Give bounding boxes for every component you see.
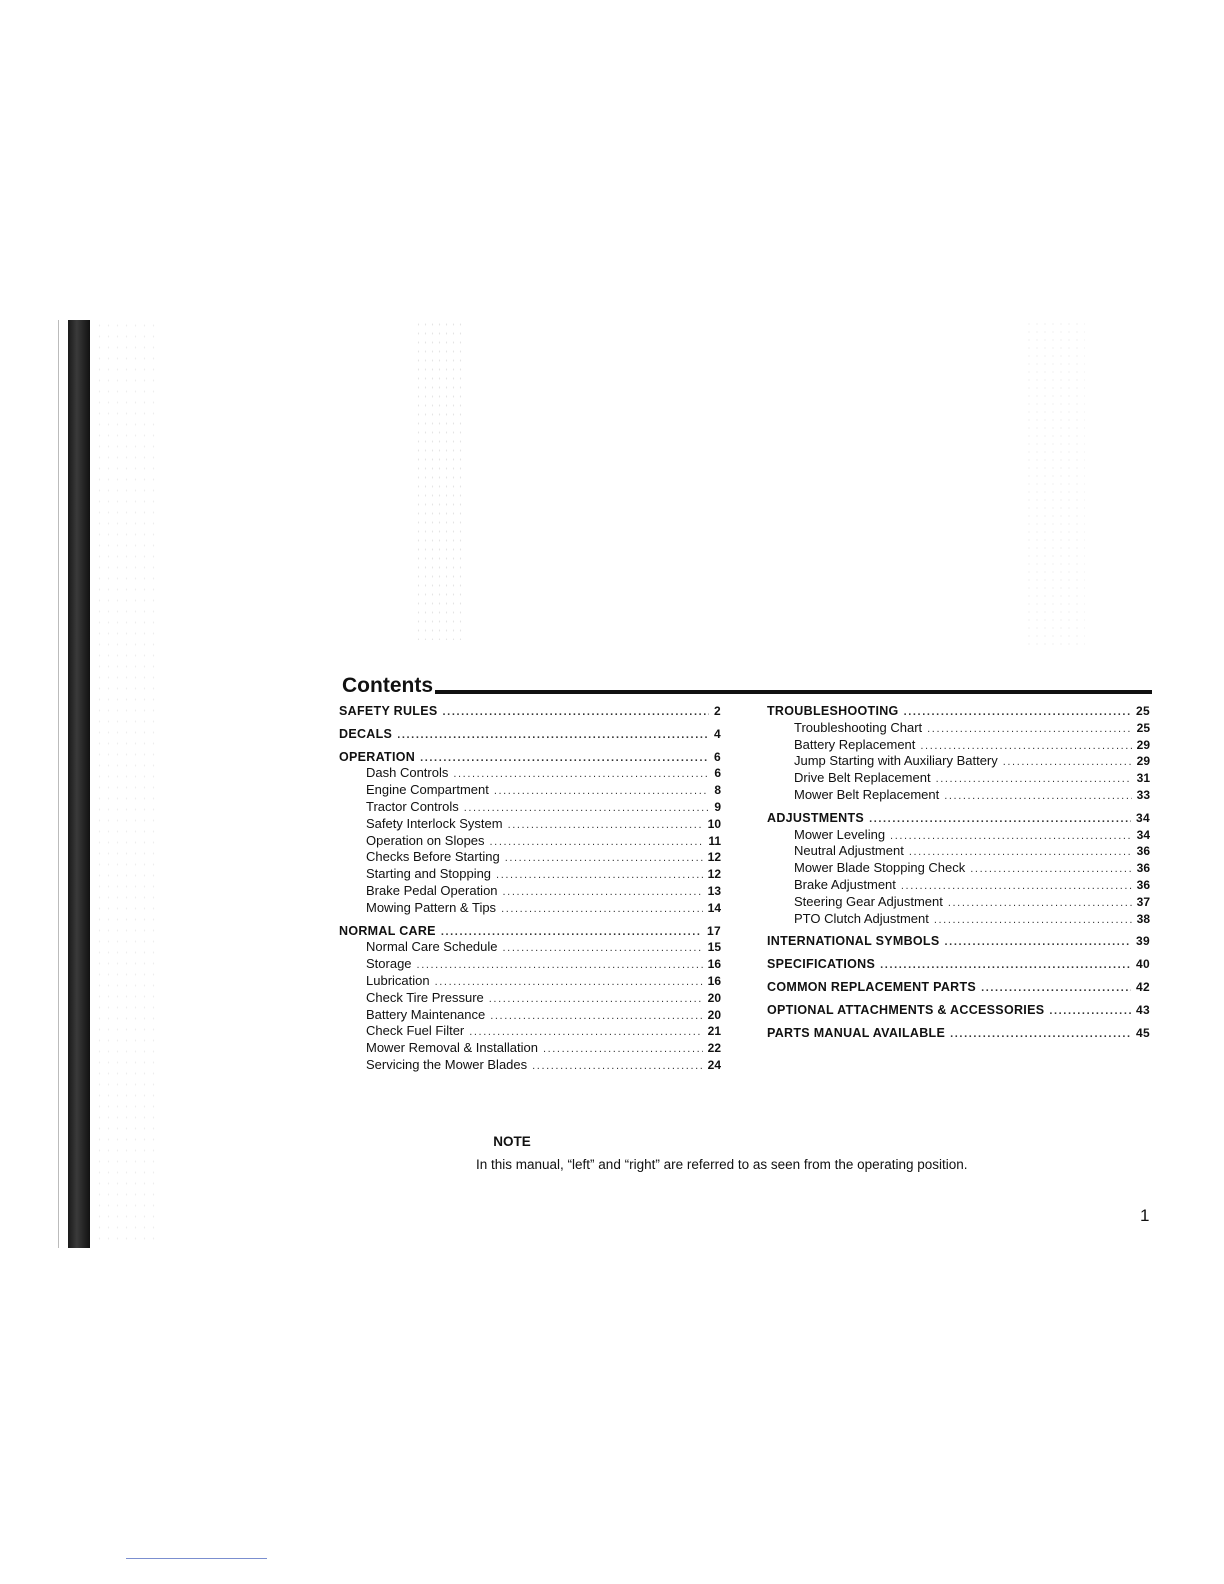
toc-entry-title: Check Tire Pressure (366, 989, 484, 1005)
toc-leader-dots (543, 1041, 703, 1058)
toc-entry (339, 849, 721, 866)
toc-leader-dots (950, 1026, 1131, 1043)
scan-noise (1025, 320, 1085, 650)
toc-leader-dots (532, 1058, 703, 1075)
toc-leader-dots (469, 1024, 702, 1041)
toc-leader-dots (417, 957, 703, 974)
toc-entry-page: 12 (707, 867, 721, 882)
toc-entry-title: INTERNATIONAL SYMBOLS (767, 934, 940, 949)
toc-entry (767, 1025, 1150, 1042)
toc-entry-page: 24 (707, 1057, 721, 1072)
toc-leader-dots (494, 783, 709, 800)
toc-leader-dots (503, 940, 703, 957)
toc-entry (767, 753, 1150, 770)
toc-entry-page: 39 (1136, 934, 1150, 949)
toc-entry-title: Mower Blade Stopping Check (794, 860, 966, 876)
toc-entry (767, 979, 1150, 996)
toc-entry-title: PARTS MANUAL AVAILABLE (767, 1025, 946, 1040)
toc-entry (339, 782, 721, 799)
toc-entry-page: 42 (1136, 979, 1150, 994)
toc-entry-title: Steering Gear Adjustment (794, 893, 943, 909)
toc-entry-title: Dash Controls (366, 765, 449, 781)
toc-entry (339, 833, 721, 850)
toc-entry (339, 973, 721, 990)
toc-entry-title: PTO Clutch Adjustment (794, 910, 929, 926)
toc-entry-page: 15 (707, 940, 721, 955)
toc-entry-page: 9 (714, 799, 721, 814)
toc-leader-dots (443, 704, 709, 721)
toc-entry-page: 34 (1136, 810, 1150, 825)
toc-entry-title: NORMAL CARE (339, 923, 436, 938)
toc-entry-page: 43 (1136, 1002, 1150, 1017)
toc-leader-dots (496, 867, 703, 884)
toc-entry-page: 45 (1136, 1025, 1150, 1040)
toc-entry (767, 877, 1150, 894)
toc-entry (339, 866, 721, 883)
toc-leader-dots (970, 861, 1131, 878)
toc-leader-dots (945, 934, 1132, 951)
footer-rule (126, 1558, 267, 1559)
toc-entry (339, 939, 721, 956)
toc-leader-dots (934, 912, 1132, 929)
toc-entry-page: 25 (1136, 720, 1150, 735)
toc-entry-page: 20 (707, 1007, 721, 1022)
toc-entry-page: 11 (708, 833, 721, 848)
toc-leader-dots (1049, 1003, 1131, 1020)
toc-leader-dots (944, 788, 1131, 805)
toc-entry-title: Brake Adjustment (794, 876, 896, 892)
toc-entry (767, 770, 1150, 787)
toc-entry-page: 17 (707, 923, 721, 938)
toc-entry-title: OPTIONAL ATTACHMENTS & ACCESSORIES (767, 1002, 1045, 1017)
toc-entry-page: 29 (1136, 737, 1150, 752)
toc-entry-title: DECALS (339, 726, 393, 741)
toc-entry (339, 1023, 721, 1040)
toc-entry-page: 22 (707, 1041, 721, 1056)
toc-entry (339, 1040, 721, 1057)
toc-entry-page: 6 (714, 766, 721, 781)
toc-entry (767, 810, 1150, 827)
toc-entry-page: 37 (1136, 894, 1150, 909)
toc-entry (339, 923, 721, 940)
toc-entry (767, 911, 1150, 928)
toc-leader-dots (420, 750, 709, 767)
toc-entry-title: Starting and Stopping (366, 866, 492, 882)
toc-entry-title: SAFETY RULES (339, 704, 438, 718)
toc-entry (339, 765, 721, 782)
toc-entry (339, 1007, 721, 1024)
toc-leader-dots (435, 974, 703, 991)
toc-entry-page: 36 (1136, 844, 1150, 859)
toc-entry-title: COMMON REPLACEMENT PARTS (767, 979, 977, 994)
toc-leader-dots (490, 1008, 702, 1025)
toc-entry-title: Lubrication (366, 972, 430, 988)
toc-leader-dots (397, 727, 709, 744)
toc-entry (339, 1057, 721, 1074)
toc-entry-title: Checks Before Starting (366, 849, 500, 865)
toc-entry-page: 38 (1136, 911, 1150, 926)
toc-leader-dots (936, 771, 1132, 788)
toc-leader-dots (920, 738, 1131, 755)
toc-entry (767, 737, 1150, 754)
toc-entry-page: 31 (1136, 771, 1150, 786)
toc-leader-dots (927, 721, 1131, 738)
page-number: 1 (1140, 1206, 1150, 1225)
toc-entry-page: 12 (707, 850, 721, 865)
toc-leader-dots (909, 844, 1132, 861)
toc-leader-dots (981, 980, 1131, 997)
toc-leader-dots (901, 878, 1132, 895)
toc-entry-page: 10 (707, 816, 721, 831)
toc-entry (339, 956, 721, 973)
toc-entry-title: Neutral Adjustment (794, 843, 904, 859)
toc-entry-page: 33 (1136, 787, 1150, 802)
toc-leader-dots (489, 991, 703, 1008)
toc-leader-dots (948, 895, 1132, 912)
toc-entry (339, 883, 721, 900)
toc-entry (767, 843, 1150, 860)
toc-entry (767, 787, 1150, 804)
toc-entry (767, 1002, 1150, 1019)
toc-entry-page: 20 (707, 990, 721, 1005)
contents-header (342, 670, 1152, 696)
toc-entry-page: 29 (1136, 754, 1150, 769)
note-heading: NOTE (493, 1134, 531, 1149)
toc-entry (767, 703, 1150, 720)
toc-entry-title: Normal Care Schedule (366, 939, 498, 955)
toc-entry-title: SPECIFICATIONS (767, 957, 876, 972)
toc-entry-page: 14 (707, 900, 721, 915)
toc-entry-page: 2 (714, 704, 721, 718)
toc-leader-dots (904, 704, 1131, 721)
binding-edge-line (58, 320, 59, 1248)
toc-entry-title: Operation on Slopes (366, 832, 485, 848)
toc-entry (339, 799, 721, 816)
toc-entry-title: Safety Interlock System (366, 815, 503, 831)
toc-entry (767, 827, 1150, 844)
toc-leader-dots (503, 884, 703, 901)
toc-entry-page: 34 (1136, 827, 1150, 842)
toc-entry (339, 703, 721, 720)
toc-leader-dots (880, 957, 1131, 974)
toc-leader-dots (490, 834, 704, 851)
toc-entry-page: 36 (1136, 861, 1150, 876)
toc-entry-page: 40 (1136, 957, 1150, 972)
toc-entry-title: Battery Maintenance (366, 1006, 486, 1022)
note-text: In this manual, “left” and “right” are referred to as seen from the operating position. (476, 1157, 968, 1172)
toc-entry (339, 900, 721, 917)
toc-entry-title: Brake Pedal Operation (366, 882, 498, 898)
toc-entry-page: 25 (1136, 704, 1150, 718)
toc-right-column (767, 703, 1150, 1041)
toc-entry-title: TROUBLESHOOTING (767, 704, 899, 718)
toc-leader-dots (505, 850, 703, 867)
toc-leader-dots (890, 828, 1132, 845)
toc-entry-page: 16 (707, 957, 721, 972)
toc-entry (767, 860, 1150, 877)
toc-entry-page: 13 (707, 883, 721, 898)
toc-entry-title: Battery Replacement (794, 736, 916, 752)
toc-leader-dots (453, 766, 709, 783)
binding-strip (68, 320, 90, 1248)
toc-entry-title: Troubleshooting Chart (794, 719, 923, 735)
toc-entry-page: 6 (714, 749, 721, 764)
toc-leader-dots (508, 817, 703, 834)
toc-leader-dots (464, 800, 710, 817)
toc-entry-title: Engine Compartment (366, 782, 489, 798)
toc-entry-title: OPERATION (339, 749, 416, 764)
toc-entry (767, 894, 1150, 911)
toc-entry-title: Servicing the Mower Blades (366, 1056, 528, 1072)
toc-entry (339, 990, 721, 1007)
toc-entry-title: Mower Removal & Installation (366, 1040, 538, 1056)
toc-leader-dots (441, 924, 702, 941)
toc-leader-dots (501, 901, 703, 918)
toc-entry-page: 16 (707, 973, 721, 988)
toc-entry-page: 4 (714, 726, 721, 741)
scan-noise (415, 320, 465, 640)
toc-entry-title: ADJUSTMENTS (767, 810, 865, 825)
toc-entry-title: Mower Leveling (794, 826, 886, 842)
toc-entry (767, 720, 1150, 737)
toc-left-column (339, 703, 721, 1074)
scan-noise (95, 320, 155, 1240)
toc-entry-title: Jump Starting with Auxiliary Battery (794, 753, 998, 769)
toc-entry (767, 956, 1150, 973)
toc-entry-title: Mowing Pattern & Tips (366, 899, 497, 915)
contents-title: Contents (342, 674, 433, 697)
contents-rule (435, 690, 1152, 694)
toc-entry (339, 726, 721, 743)
toc-entry-title: Mower Belt Replacement (794, 786, 940, 802)
toc-entry-page: 36 (1136, 877, 1150, 892)
toc-entry (767, 933, 1150, 950)
toc-leader-dots (1003, 754, 1132, 771)
toc-entry (339, 816, 721, 833)
toc-leader-dots (869, 811, 1131, 828)
toc-entry (339, 749, 721, 766)
toc-entry-page: 8 (714, 783, 721, 798)
toc-entry-title: Drive Belt Replacement (794, 770, 931, 786)
toc-entry-title: Storage (366, 956, 412, 972)
toc-entry-title: Check Fuel Filter (366, 1023, 465, 1039)
toc-entry-title: Tractor Controls (366, 798, 459, 814)
toc-entry-page: 21 (707, 1024, 721, 1039)
